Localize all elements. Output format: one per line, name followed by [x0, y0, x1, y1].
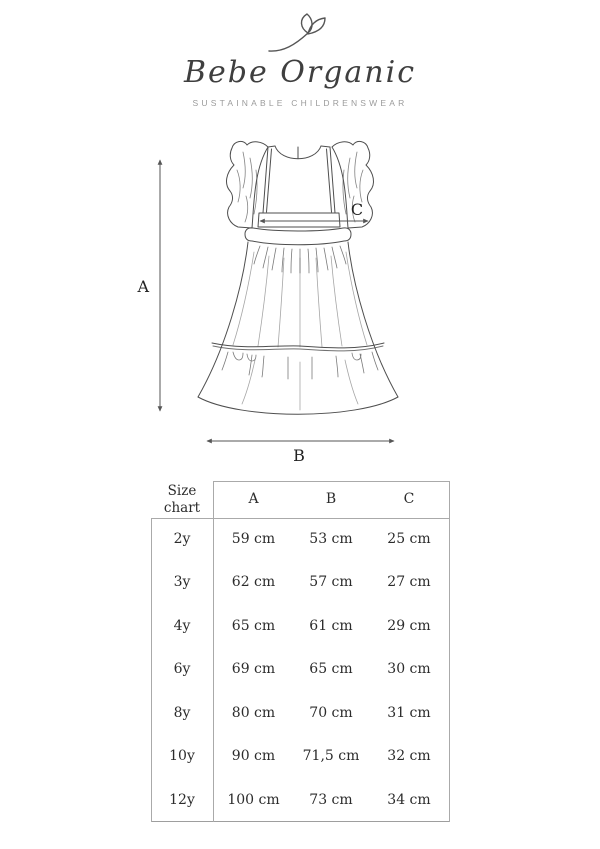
value-cell: 57 cm [309, 574, 353, 591]
value-cell: 34 cm [387, 791, 431, 808]
measure-label-b: B [293, 446, 305, 465]
value-cell: 53 cm [309, 530, 353, 547]
table-border-right [449, 481, 450, 822]
value-cell: 90 cm [231, 748, 276, 765]
brand-tagline: SUSTAINABLE CHILDRENSWEAR [192, 98, 408, 108]
value-cell: 61 cm [309, 617, 353, 634]
value-cell: 70 cm [309, 704, 353, 721]
skirt-tier-seam [212, 343, 384, 351]
value-cell: 80 cm [231, 704, 276, 721]
table-border-top [213, 481, 450, 482]
skirt-waistband [245, 228, 351, 245]
table-border-bottom [151, 821, 450, 822]
brand-name: Bebe Organic [183, 55, 417, 90]
header-cell-b: B [325, 490, 337, 507]
size-chart-table [151, 481, 450, 822]
measure-label-a: A [137, 277, 149, 296]
size-cell: 2y [173, 530, 191, 547]
value-cell: 100 cm [227, 791, 280, 808]
value-cell: 62 cm [231, 574, 276, 591]
dress-line-art [198, 141, 398, 414]
value-cell: 65 cm [231, 617, 276, 634]
table-column-divider [213, 481, 214, 822]
size-cell: 12y [169, 791, 195, 808]
value-cell: 25 cm [387, 530, 431, 547]
size-cell: 8y [173, 704, 191, 721]
skirt-outline [198, 242, 398, 414]
table-title-cell: Size chart [163, 482, 201, 516]
ruffle-strap-left [227, 141, 268, 228]
header-cell-c: C [403, 490, 415, 507]
value-cell: 32 cm [387, 748, 431, 765]
value-cell: 27 cm [387, 574, 431, 591]
value-cell: 31 cm [387, 704, 431, 721]
header-cell-a: A [248, 490, 259, 507]
value-cell: 30 cm [387, 661, 431, 678]
size-cell: 3y [173, 574, 191, 591]
value-cell: 59 cm [231, 530, 276, 547]
bodice [258, 146, 340, 227]
value-cell: 73 cm [309, 791, 353, 808]
size-cell: 4y [173, 617, 191, 634]
table-border-left [151, 518, 152, 822]
value-cell: 65 cm [309, 661, 353, 678]
size-chart-grid [151, 481, 450, 822]
value-cell: 69 cm [231, 661, 276, 678]
size-cell: 6y [173, 661, 191, 678]
skirt-drape-lines [233, 252, 367, 410]
measure-label-c: C [350, 200, 364, 219]
value-cell: 71,5 cm [302, 748, 360, 765]
value-cell: 29 cm [387, 617, 431, 634]
table-header-separator [151, 518, 450, 519]
size-cell: 10y [169, 748, 195, 765]
